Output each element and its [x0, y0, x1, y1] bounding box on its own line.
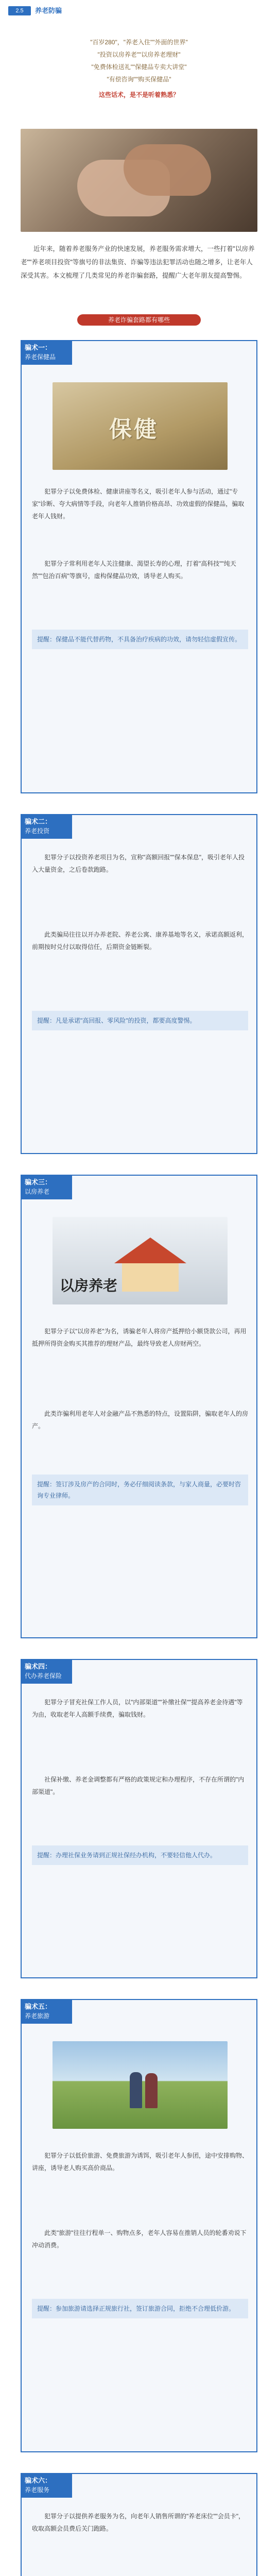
section-num: 骗术六：: [25, 2477, 52, 2484]
section-name: 养老服务: [25, 2486, 50, 2494]
section-pill: 养老诈骗套路都有哪些: [77, 314, 201, 326]
intro-question: 这些话术，是不是听着熟悉？: [98, 91, 179, 98]
section-name: 养老保健品: [25, 353, 56, 361]
section-paragraph: 此类诈骗利用老年人对金融产品不熟悉的特点，设置陷阱，骗取老年人的房产。: [32, 1410, 249, 1430]
section-tip: 提醒：签订涉及房产的合同时，务必仔细阅读条款，与家人商量，必要时咨询专业律师。: [32, 1475, 248, 1505]
scam-section-2: [21, 814, 257, 1154]
section-paragraph: 此类骗局往往以开办养老院、养老公寓、康养基地等名义，承诺高额返利，前期按时兑付以取得信任，后期资金链断裂。: [32, 931, 249, 951]
section-name: 养老旅游: [25, 2012, 50, 2020]
section-tag: [21, 1175, 72, 1199]
section-name: 养老投资: [25, 827, 50, 835]
section-paragraph: 犯罪分子以免费体检、健康讲座等名义，吸引老年人参与活动，通过"专家"诊断、夸大病情等手段，向老年人推销价格高昂、功效虚假的保健品，骗取老年人钱财。: [32, 488, 245, 520]
header-title: 养老防骗: [35, 7, 62, 14]
intro-line: "投资以房养老""以房养老理财": [97, 51, 181, 58]
scam-section-1: [21, 340, 257, 793]
section-paragraph: 犯罪分子以"以房养老"为名，诱骗老年人将房产抵押给小额贷款公司，再用抵押所得资金购买其推荐的理财产品，最终导致老人房财两空。: [32, 1328, 247, 1347]
hand-shape: [124, 144, 211, 196]
section-tag: [21, 1999, 72, 2024]
section-paragraph: 犯罪分子以低价旅游、免费旅游为诱饵，吸引老年人参团，途中安排购物、讲座，诱导老人购买高价商品。: [32, 2152, 249, 2172]
section-paragraph: 犯罪分子冒充社保工作人员，以"内部渠道""补缴社保""提高养老金待遇"等为由，收取老年人高额手续费，骗取钱财。: [32, 1699, 243, 1718]
scam-section-5: [21, 1999, 257, 2452]
section-name: 代办养老保险: [25, 1672, 62, 1680]
section-paragraph: 犯罪分子以提供养老服务为名，向老年人销售所谓的"养老床位""会员卡"，收取高额会员费后关门跑路。: [32, 2513, 245, 2532]
elderly-couple-field-image: [53, 2041, 228, 2129]
section-paragraph: 犯罪分子常利用老年人关注健康、渴望长寿的心理，打着"高科技""纯天然""包治百病"等旗号，虚构保健品功效，诱导老人购买。: [32, 560, 236, 580]
scam-section-4: [21, 1659, 257, 1978]
scam-section-3: [21, 1175, 257, 1638]
section-tag: [21, 2473, 72, 2498]
section-tip: 提醒：办理社保业务请到正规社保经办机构，不要轻信他人代办。: [32, 1845, 248, 1865]
section-num: 骗术三：: [25, 1178, 52, 1186]
section-tip: 提醒：保健品不能代替药物，不具备治疗疾病的功效，请勿轻信虚假宣传。: [32, 630, 248, 649]
person-figure: [130, 2072, 142, 2108]
section-num: 骗术四：: [25, 1663, 52, 1670]
section-paragraph: 社保补缴、养老金调整都有严格的政策规定和办理程序，不存在所谓的"内部渠道"。: [32, 1776, 245, 1795]
person-figure: [145, 2073, 158, 2108]
section-tag: [21, 814, 72, 839]
house-pension-image: [53, 1217, 228, 1304]
section-tip: 提醒：凡是承诺"高回报、零风险"的投资，都要高度警惕。: [32, 1011, 248, 1030]
hero-image-hands: [21, 129, 257, 232]
scam-section-6: [21, 2473, 257, 2576]
section-paragraph: 犯罪分子以投资养老项目为名，宣称"高额回报""保本保息"，吸引老年人投入大量资金，之后卷款跑路。: [32, 854, 245, 873]
house-roof: [114, 1238, 186, 1263]
house-wall: [122, 1263, 179, 1292]
intro-line: "百岁280"，"养老入住""外面的世界": [90, 39, 188, 46]
intro-line: "有偿咨询""购买保健品": [107, 76, 171, 83]
header-bar: [0, 0, 278, 21]
intro-quotes: [0, 36, 278, 101]
header-badge: 2.5: [8, 6, 31, 15]
house-caption-graphic: 以房养老: [60, 1277, 118, 1294]
section-tag: [21, 340, 72, 365]
section-num: 骗术一：: [25, 344, 52, 351]
section-paragraph: 此类"旅游"往往行程单一、购物点多，老年人容易在推销人员的轮番劝说下冲动消费。: [32, 2229, 247, 2249]
section-name: 以房养老: [25, 1188, 50, 1195]
section-num: 骗术五：: [25, 2003, 52, 2010]
health-word-logo: 保健: [109, 416, 159, 443]
section-tag: [21, 1659, 72, 1684]
health-products-image: [53, 382, 228, 470]
lead-paragraph: 近年来，随着养老服务产业的快速发展，养老服务需求增大，一些打着"以房养老""养老项目投资"等旗号的非法集资、诈骗等违法犯罪活动也随之增多，让老年人深受其害。本文梳理了几类常见的养老诈骗套路，提醒广大老年朋友提高警惕。: [21, 245, 255, 279]
section-num: 骗术二：: [25, 818, 52, 825]
section-tip: 提醒：参加旅游请选择正规旅行社，签订旅游合同，拒绝不合理低价游。: [32, 2299, 248, 2318]
intro-line: "免费体检送礼""保健品专卖大讲堂": [91, 63, 187, 71]
